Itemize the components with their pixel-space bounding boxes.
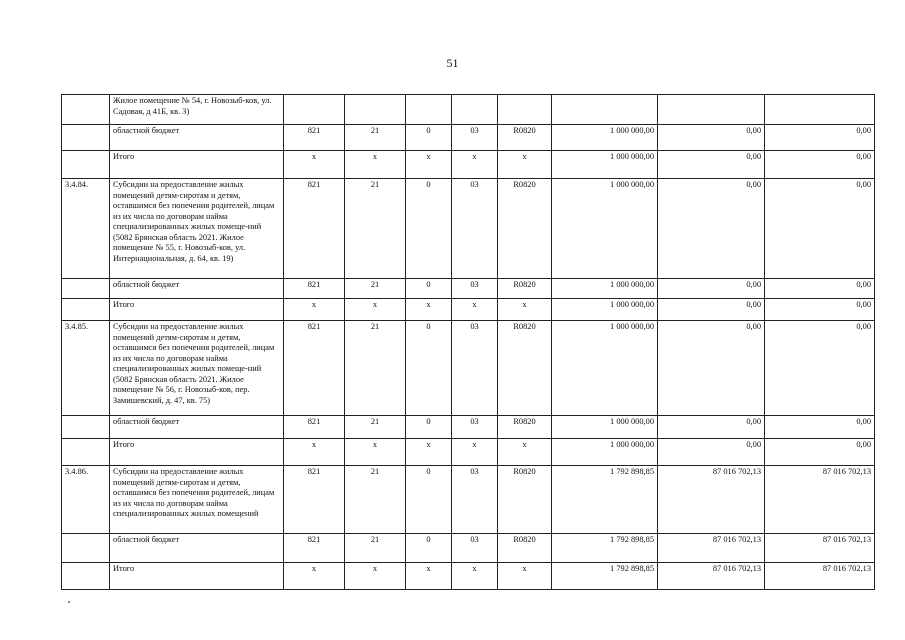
code-ministry: 821 [284,466,345,534]
row-number: 3.4.86. [62,466,110,534]
code-target: x [498,299,552,321]
code-subsection: 0 [406,321,452,416]
row-number: 3.4.85. [62,321,110,416]
row-name: областной бюджет [110,534,284,563]
code-subsection: 0 [406,466,452,534]
table-row [62,299,875,321]
code-subsection: 0 [406,534,452,563]
code-section: 21 [345,416,406,439]
code-ministry: x [284,563,345,590]
amount-year-3: 0,00 [765,125,875,151]
code-program: 03 [452,279,498,299]
amount-year-1: 1 000 000,00 [552,416,658,439]
code-target: R0820 [498,466,552,534]
code-program: 03 [452,179,498,279]
amount-year-2: 0,00 [658,299,765,321]
budget-table [61,94,875,590]
row-name: Итого [110,151,284,179]
table-row [62,179,875,279]
scan-speck [68,601,70,603]
code-program: 03 [452,321,498,416]
code-section: 21 [345,125,406,151]
row-number [62,125,110,151]
code-section: 21 [345,279,406,299]
code-program: x [452,151,498,179]
code-subsection: x [406,563,452,590]
table-row [62,563,875,590]
code-subsection: 0 [406,179,452,279]
code-subsection: x [406,151,452,179]
amount-year-1: 1 000 000,00 [552,179,658,279]
amount-year-1: 1 000 000,00 [552,125,658,151]
amount-year-2: 0,00 [658,416,765,439]
amount-year-1: 1 792 898,85 [552,563,658,590]
code-program: 03 [452,416,498,439]
code-section: 21 [345,534,406,563]
amount-year-3: 0,00 [765,279,875,299]
row-name: областной бюджет [110,279,284,299]
table-row [62,151,875,179]
code-section: x [345,151,406,179]
amount-year-2: 0,00 [658,125,765,151]
code-target: x [498,439,552,466]
code-target: x [498,151,552,179]
code-target: R0820 [498,179,552,279]
row-name: областной бюджет [110,125,284,151]
amount-year-3: 87 016 702,13 [765,534,875,563]
page-number: 51 [446,56,459,70]
code-target: R0820 [498,534,552,563]
row-name: Итого [110,299,284,321]
amount-year-3: 0,00 [765,439,875,466]
code-subsection: 0 [406,279,452,299]
row-name: Жилое помещение № 54, г. Новозыб-ков, ул. Садовая, д 41Б, кв. 3) [110,95,284,125]
amount-year-1: 1 000 000,00 [552,299,658,321]
table-row [62,279,875,299]
amount-year-2: 87 016 702,13 [658,466,765,534]
code-section: x [345,299,406,321]
amount-year-2: 0,00 [658,439,765,466]
code-section: 21 [345,321,406,416]
row-name: Субсидии на предоставление жилых помещений детям-сиротам и детям, оставшимся без попечения родителей, лицам из их числа по договорам найма специализированных жилых помещений [110,466,284,534]
code-ministry: x [284,299,345,321]
code-program: x [452,299,498,321]
code-target: R0820 [498,279,552,299]
amount-year-3 [765,95,875,125]
code-program: x [452,439,498,466]
code-program: 03 [452,534,498,563]
code-ministry: 821 [284,321,345,416]
code-target: x [498,563,552,590]
code-target [498,95,552,125]
code-program: 03 [452,466,498,534]
amount-year-3: 87 016 702,13 [765,563,875,590]
row-number [62,95,110,125]
amount-year-2: 0,00 [658,321,765,416]
amount-year-1: 1 000 000,00 [552,279,658,299]
amount-year-2: 87 016 702,13 [658,563,765,590]
amount-year-3: 87 016 702,13 [765,466,875,534]
code-section: x [345,439,406,466]
amount-year-2: 87 016 702,13 [658,534,765,563]
amount-year-1: 1 792 898,85 [552,466,658,534]
code-ministry: x [284,151,345,179]
row-name: Итого [110,439,284,466]
row-number: 3.4.84. [62,179,110,279]
code-subsection: x [406,439,452,466]
code-target: R0820 [498,416,552,439]
table-row [62,416,875,439]
code-ministry: 821 [284,416,345,439]
row-number [62,563,110,590]
table-row [62,125,875,151]
row-name: Субсидии на предоставление жилых помещений детям-сиротам и детям, оставшимся без попечения родителей, лицам из их числа по договорам найма специализированных жилых помеще-ний (5082 Брянская область 2021. Жилое помещение № 55, г. Новозыб-ков, ул. Интернациональная, д. 64, кв. 19) [110,179,284,279]
amount-year-1: 1 792 898,85 [552,534,658,563]
code-section: 21 [345,179,406,279]
code-program: x [452,563,498,590]
code-subsection [406,95,452,125]
amount-year-1: 1 000 000,00 [552,151,658,179]
code-target: R0820 [498,125,552,151]
row-number [62,439,110,466]
amount-year-2 [658,95,765,125]
row-name: областной бюджет [110,416,284,439]
amount-year-1: 1 000 000,00 [552,439,658,466]
row-number [62,299,110,321]
row-number [62,279,110,299]
code-ministry: 821 [284,279,345,299]
code-target: R0820 [498,321,552,416]
code-section: x [345,563,406,590]
row-number [62,416,110,439]
table-row [62,466,875,534]
amount-year-3: 0,00 [765,321,875,416]
amount-year-2: 0,00 [658,151,765,179]
code-subsection: x [406,299,452,321]
table-row [62,534,875,563]
code-ministry: 821 [284,125,345,151]
amount-year-1 [552,95,658,125]
amount-year-3: 0,00 [765,151,875,179]
code-section [345,95,406,125]
row-number [62,534,110,563]
table-row [62,95,875,125]
amount-year-3: 0,00 [765,416,875,439]
row-number [62,151,110,179]
code-program: 03 [452,125,498,151]
code-ministry: 821 [284,534,345,563]
table-row [62,321,875,416]
code-subsection: 0 [406,416,452,439]
code-section: 21 [345,466,406,534]
code-ministry [284,95,345,125]
amount-year-2: 0,00 [658,279,765,299]
code-ministry: x [284,439,345,466]
amount-year-3: 0,00 [765,179,875,279]
table-row [62,439,875,466]
amount-year-1: 1 000 000,00 [552,321,658,416]
row-name: Итого [110,563,284,590]
code-program [452,95,498,125]
code-ministry: 821 [284,179,345,279]
amount-year-3: 0,00 [765,299,875,321]
row-name: Субсидии на предоставление жилых помещений детям-сиротам и детям, оставшимся без попечения родителей, лицам из их числа по договорам найма специализированных жилых помеще-ний (5082 Брянская область 2021. Жилое помещение № 56, г. Новозыб-ков, пер. Замишевский, д. 47, кв. 75) [110,321,284,416]
code-subsection: 0 [406,125,452,151]
amount-year-2: 0,00 [658,179,765,279]
